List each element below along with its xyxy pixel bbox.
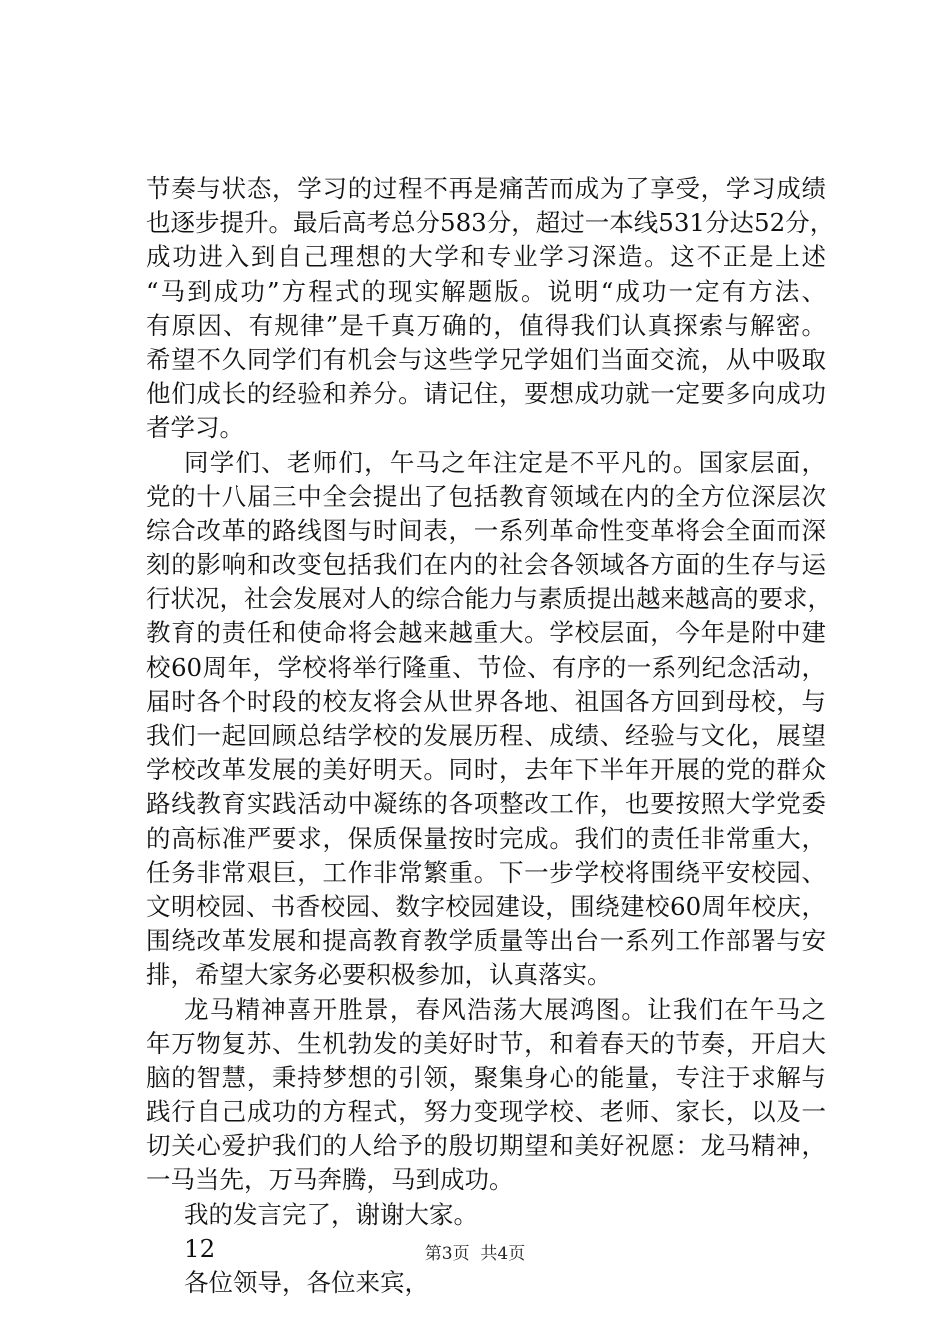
text-line: 成功进入到自己理想的大学和专业学习深造。这不正是上述 xyxy=(146,242,826,272)
page-footer xyxy=(0,1242,950,1266)
text-line: 文明校园、书香校园、数字校园建设，围绕建校60周年校庆， xyxy=(146,891,826,921)
text-line: 学校改革发展的美好明天。同时，去年下半年开展的党的群众 xyxy=(146,755,826,785)
text-line: 践行自己成功的方程式，努力变现学校、老师、家长，以及一 xyxy=(146,1097,826,1127)
text-line: 行状况，社会发展对人的综合能力与素质提出越来越高的要求， xyxy=(146,584,832,614)
text-line: 教育的责任和使命将会越来越重大。学校层面，今年是附中建 xyxy=(146,618,826,648)
text-line: 有原因、有规律”是千真万确的，值得我们认真探索与解密。 xyxy=(146,310,826,340)
text-line: 刻的影响和改变包括我们在内的社会各领域各方面的生存与运 xyxy=(146,550,826,580)
text-line: 同学们、老师们，午马之年注定是不平凡的。国家层面， xyxy=(184,447,826,477)
text-line: 届时各个时段的校友将会从世界各地、祖国各方回到母校，与 xyxy=(146,686,826,716)
page-number-label: 第3页 共4页 xyxy=(424,1244,526,1264)
text-line: 希望不久同学们有机会与这些学兄学姐们当面交流，从中吸取 xyxy=(146,344,826,374)
text-line: 我的发言完了，谢谢大家。 xyxy=(184,1199,478,1229)
text-line: 排，希望大家务必要积极参加，认真落实。 xyxy=(146,960,612,990)
text-line: 围绕改革发展和提高教育教学质量等出台一系列工作部署与安 xyxy=(146,926,826,956)
text-line: 脑的智慧，秉持梦想的引领，聚集身心的能量，专注于求解与 xyxy=(146,1062,826,1092)
text-line: 一马当先，万马奔腾，马到成功。 xyxy=(146,1165,514,1195)
text-line: 校60周年，学校将举行隆重、节俭、有序的一系列纪念活动， xyxy=(146,652,826,682)
text-line: 切关心爱护我们的人给予的殷切期望和美好祝愿：龙马精神， xyxy=(146,1131,826,1161)
text-line: 他们成长的经验和养分。请记住，要想成功就一定要多向成功 xyxy=(146,379,826,409)
text-line: 节奏与状态，学习的过程不再是痛苦而成为了享受，学习成绩 xyxy=(146,174,826,203)
text-line: 者学习。 xyxy=(146,413,244,443)
text-line: 路线教育实践活动中凝练的各项整改工作，也要按照大学党委 xyxy=(146,789,826,819)
text-line: 也逐步提升。最后高考总分583分，超过一本线531分达52分， xyxy=(146,208,835,238)
text-line: 综合改革的路线图与时间表，一系列革命性变革将会全面而深 xyxy=(146,515,826,545)
text-line: 龙马精神喜开胜景，春风浩荡大展鸿图。让我们在午马之 xyxy=(184,994,826,1024)
text-line: “马到成功”方程式的现实解题版。说明“成功一定有方法、 xyxy=(146,276,826,306)
text-line: 12 xyxy=(184,1233,216,1263)
text-line: 各位领导，各位来宾， xyxy=(184,1268,429,1297)
text-line: 我们一起回顾总结学校的发展历程、成绩、经验与文化，展望 xyxy=(146,721,826,750)
text-line: 年万物复苏、生机勃发的美好时节，和着春天的节奏，开启大 xyxy=(146,1028,826,1058)
document-body xyxy=(146,172,835,1300)
text-line: 的高标准严要求，保质保量按时完成。我们的责任非常重大， xyxy=(146,823,826,853)
text-line: 任务非常艰巨，工作非常繁重。下一步学校将围绕平安校园、 xyxy=(146,857,826,887)
text-line: 党的十八届三中全会提出了包括教育领域在内的全方位深层次 xyxy=(146,481,826,511)
